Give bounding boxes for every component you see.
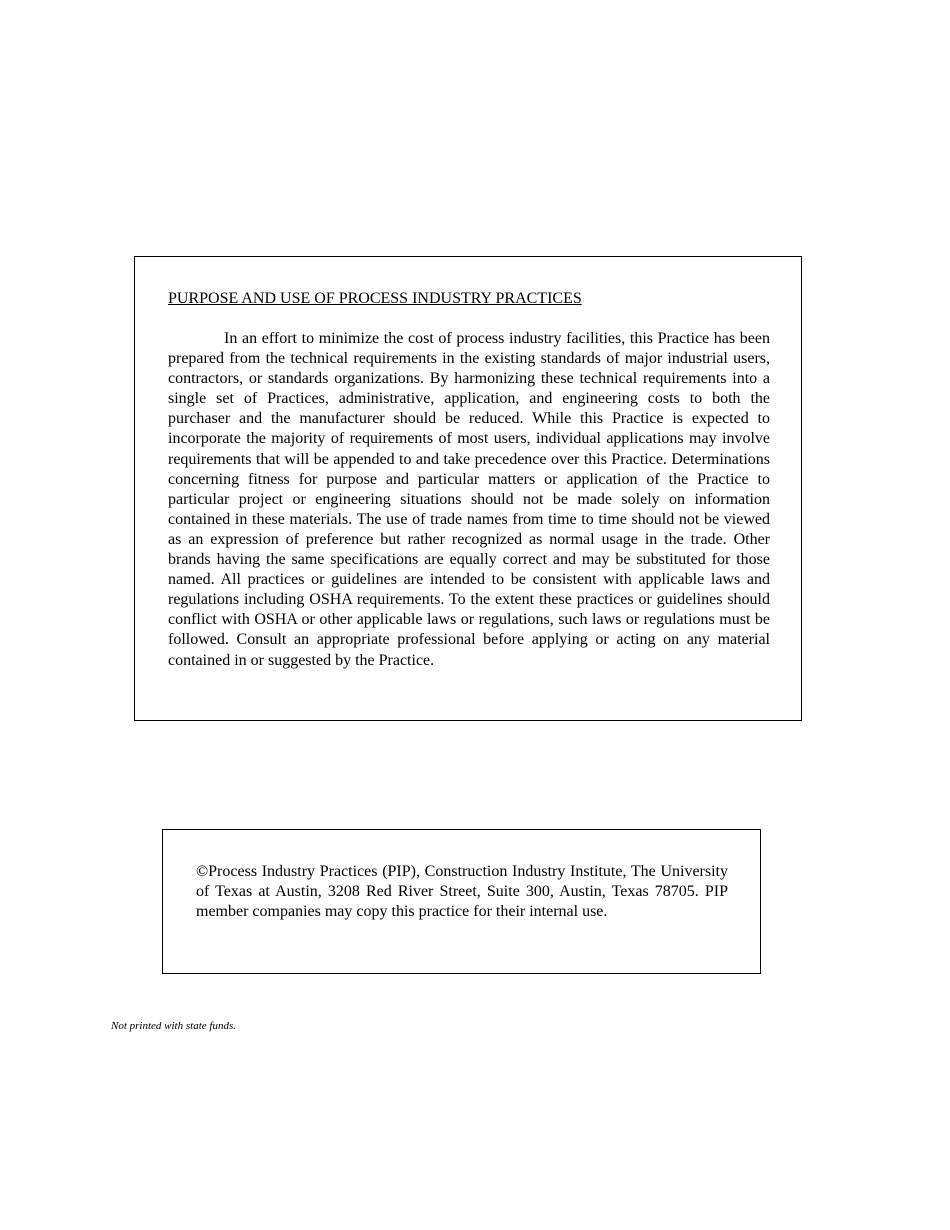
copyright-box — [162, 829, 761, 974]
copyright-text: ©Process Industry Practices (PIP), Construction Industry Institute, The University of Texas at Austin, 3208 Red River Street, Suite 300, Austin, Texas 78705. PIP member companies may copy this practice for their internal use. — [196, 863, 728, 921]
funding-footnote: Not printed with state funds. — [111, 1020, 236, 1032]
purpose-and-use-box — [134, 256, 802, 721]
purpose-heading: PURPOSE AND USE OF PROCESS INDUSTRY PRACTICES — [168, 290, 582, 307]
purpose-body-text: In an effort to minimize the cost of process industry facilities, this Practice has been prepared from the technical requirements in the existing standards of major industrial users, contractors, or standards organizations. By harmonizing these technical requirements into a single set of Practices, administrative, application, and engineering costs to both the purchaser and the manufacturer should be reduced. While this Practice is expected to incorporate the majority of requirements of most users, individual applications may involve requirements that will be appended to and take precedence over this Practice. Determinations concerning fitness for purpose and particular matters or application of the Practice to particular project or engineering situations should not be made solely on information contained in these materials. The use of trade names from time to time should not be viewed as an expression of preference but rather recognized as normal usage in the trade. Other brands having the same specifications are equally correct and may be substituted for those named. All practices or guidelines are intended to be consistent with applicable laws and regulations including OSHA requirements. To the extent these practices or guidelines should conflict with OSHA or other applicable laws or regulations, such laws or regulations must be followed. Consult an appropriate professional before applying or acting on any material contained in or suggested by the Practice. — [168, 330, 770, 669]
